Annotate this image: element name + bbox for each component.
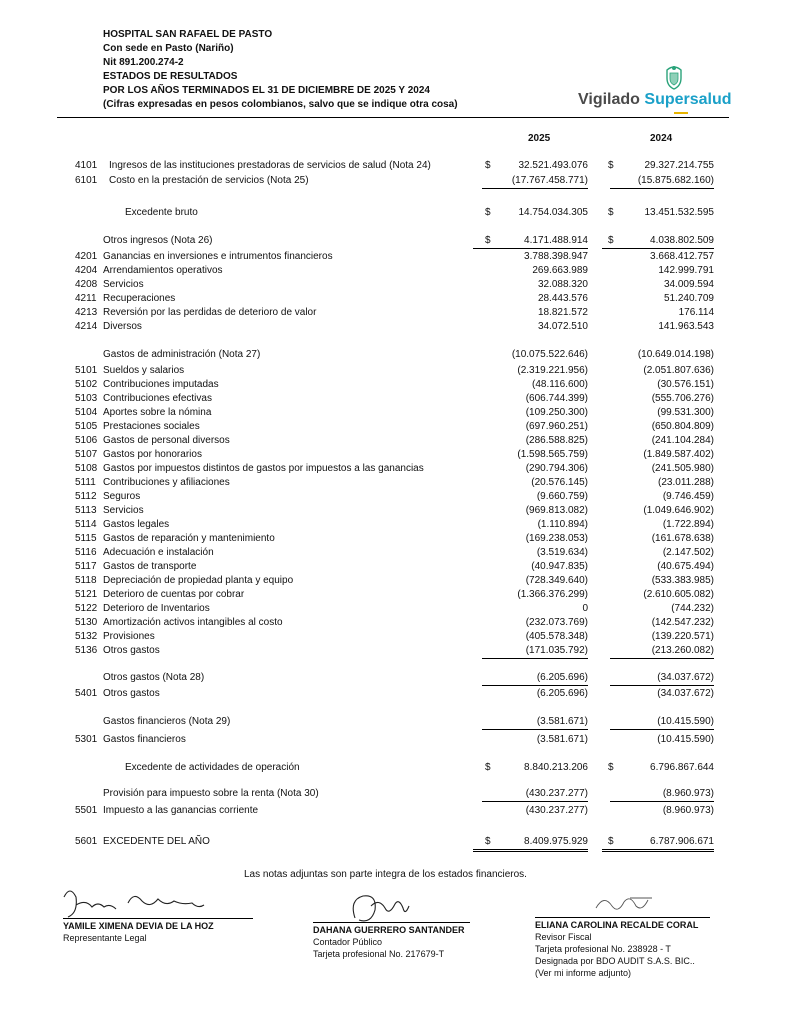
- table-row: [0, 434, 791, 448]
- account-code: 4214: [75, 321, 98, 332]
- table-row: [0, 378, 791, 392]
- entity-seat: Con sede en Pasto (Nariño): [103, 43, 234, 54]
- value-2024: 6.787.906.671: [602, 835, 714, 852]
- table-row: [0, 364, 791, 378]
- account-code: 4101: [75, 160, 98, 171]
- table-row: [0, 264, 791, 278]
- value-2025: (17.767.458.771): [482, 174, 588, 189]
- currency-symbol: $: [485, 762, 491, 773]
- row-label: Adecuación e instalación: [103, 547, 214, 558]
- header-divider: [57, 117, 729, 118]
- footer-note: Las notas adjuntas son parte integra de los estados financieros.: [244, 869, 527, 880]
- value-2024: 142.999.791: [658, 265, 714, 276]
- row-label: Otros gastos: [103, 688, 160, 699]
- account-code: 5118: [75, 575, 97, 586]
- supervision-logo: [578, 90, 732, 110]
- account-code: 5105: [75, 421, 98, 432]
- row-label: Gastos legales: [103, 519, 170, 530]
- value-2025: 0: [582, 603, 588, 614]
- value-2024: (34.037.672): [657, 688, 714, 699]
- table-row: [0, 616, 791, 630]
- account-code: 4201: [75, 251, 98, 262]
- value-2024: (2.610.605.082): [643, 589, 714, 600]
- signatory-3-name: ELIANA CAROLINA RECALDE CORAL: [535, 920, 699, 930]
- account-code: 5401: [75, 688, 98, 699]
- value-2025: 269.663.989: [532, 265, 588, 276]
- account-code: 5115: [75, 533, 97, 544]
- column-2025: 2025: [528, 133, 551, 144]
- table-row: [0, 348, 791, 362]
- row-label: Otros gastos: [103, 645, 160, 656]
- signatory-2-role: Contador Público: [313, 937, 383, 947]
- value-2024: 6.796.867.644: [650, 762, 714, 773]
- account-code: 4213: [75, 307, 98, 318]
- table-row: [0, 159, 791, 173]
- value-2025: (697.960.251): [525, 421, 588, 432]
- currency-symbol: $: [485, 836, 491, 847]
- table-row: [0, 733, 791, 747]
- table-row: [0, 761, 791, 775]
- table-row: [0, 406, 791, 420]
- value-2024: 34.009.594: [663, 279, 714, 290]
- row-label: Otros gastos (Nota 28): [103, 672, 205, 683]
- account-code: 5132: [75, 631, 98, 642]
- value-2024: 29.327.214.755: [644, 160, 714, 171]
- logo-underline: [674, 112, 688, 114]
- row-label: Servicios: [103, 505, 144, 516]
- currency-symbol: $: [608, 207, 614, 218]
- table-row: [0, 588, 791, 602]
- entity-nit: Nit 891.200.274-2: [103, 57, 184, 68]
- value-2025: 8.409.975.929: [473, 835, 588, 852]
- logo-text-supersalud: Supersalud: [644, 91, 732, 108]
- value-2024: (533.383.985): [651, 575, 714, 586]
- value-2025: (2.319.221.956): [517, 365, 588, 376]
- statement-period: POR LOS AÑOS TERMINADOS EL 31 DE DICIEMBRE DE 2025 Y 2024: [103, 85, 430, 96]
- row-label: Provisiones: [103, 631, 155, 642]
- account-code: 5113: [75, 505, 97, 516]
- row-label: Sueldos y salarios: [103, 365, 185, 376]
- table-row: [0, 174, 791, 188]
- value-2025: (6.205.696): [482, 671, 588, 686]
- value-2024: (2.147.502): [662, 547, 714, 558]
- value-2025: (969.813.082): [525, 505, 588, 516]
- currency-symbol: $: [608, 762, 614, 773]
- row-label: Contribuciones efectivas: [103, 393, 212, 404]
- value-2024: 4.038.802.509: [602, 234, 714, 249]
- value-2025: (606.744.399): [525, 393, 588, 404]
- row-label: Gastos por honorarios: [103, 449, 202, 460]
- value-2025: (3.581.671): [536, 734, 588, 745]
- table-row: [0, 687, 791, 701]
- account-code: 5501: [75, 805, 98, 816]
- table-row: [0, 392, 791, 406]
- row-label: Aportes sobre la nómina: [103, 407, 212, 418]
- currency-symbol: $: [608, 836, 614, 847]
- signatory-3-note: (Ver mi informe adjunto): [535, 968, 632, 978]
- value-2025: (171.035.792): [482, 644, 588, 659]
- account-code: 6101: [75, 175, 98, 186]
- value-2025: (20.576.145): [531, 477, 588, 488]
- table-row: [0, 630, 791, 644]
- signature-line-3: [535, 917, 710, 918]
- table-row: [0, 234, 791, 248]
- account-code: 5117: [75, 561, 97, 572]
- account-code: 5122: [75, 603, 98, 614]
- value-2024: (2.051.807.636): [643, 365, 714, 376]
- value-2024: (15.875.682.160): [610, 174, 714, 189]
- row-label: Gastos de reparación y mantenimiento: [103, 533, 275, 544]
- statement-title: ESTADOS DE RESULTADOS: [103, 71, 238, 82]
- signatory-1: [63, 920, 214, 944]
- signature-line-1: [63, 918, 253, 919]
- account-code: 5601: [75, 836, 98, 847]
- value-2025: 8.840.213.206: [524, 762, 588, 773]
- row-label: Excedente de actividades de operación: [125, 762, 300, 773]
- signature-line-2: [313, 922, 470, 923]
- value-2025: 18.821.572: [537, 307, 588, 318]
- account-code: 5102: [75, 379, 98, 390]
- value-2024: (30.576.151): [657, 379, 714, 390]
- table-row: [0, 560, 791, 574]
- row-label: Ingresos de las instituciones prestadoras de servicios de salud (Nota 24): [109, 160, 431, 171]
- value-2025: 34.072.510: [537, 321, 588, 332]
- table-row: [0, 504, 791, 518]
- signatory-3-role: Revisor Fiscal: [535, 932, 592, 942]
- signatory-3-license: Tarjeta profesional No. 238928 - T: [535, 944, 671, 954]
- value-2025: (48.116.600): [532, 379, 588, 390]
- signatory-2: [313, 924, 465, 960]
- value-2025: 28.443.576: [537, 293, 588, 304]
- row-label: Deterioro de cuentas por cobrar: [103, 589, 245, 600]
- value-2024: (23.011.288): [658, 477, 714, 488]
- signatory-3: [535, 919, 698, 979]
- value-2024: 3.668.412.757: [650, 251, 714, 262]
- row-label: Gastos financieros (Nota 29): [103, 716, 231, 727]
- logo-text-vigilado: Vigilado: [578, 91, 645, 108]
- table-row: [0, 250, 791, 264]
- value-2024: (9.746.459): [662, 491, 714, 502]
- row-label: Gastos de personal diversos: [103, 435, 230, 446]
- coat-of-arms-icon: [663, 64, 685, 90]
- value-2025: 14.754.034.305: [518, 207, 588, 218]
- value-2025: (1.110.894): [537, 519, 588, 530]
- table-row: [0, 476, 791, 490]
- table-row: [0, 420, 791, 434]
- currency-symbol: $: [485, 160, 491, 171]
- value-2024: 13.451.532.595: [644, 207, 714, 218]
- value-2025: (1.366.376.299): [517, 589, 588, 600]
- value-2025: (286.588.825): [525, 435, 588, 446]
- value-2024: (40.675.494): [657, 561, 714, 572]
- signature-auditor: [590, 888, 670, 918]
- row-label: Servicios: [103, 279, 144, 290]
- value-2025: (10.075.522.646): [511, 349, 588, 360]
- row-label: Costo en la prestación de servicios (Nota 25): [109, 175, 309, 186]
- row-label: Contribuciones imputadas: [103, 379, 219, 390]
- row-label: Excedente bruto: [125, 207, 198, 218]
- row-label: Ganancias en inversiones e intrumentos financieros: [103, 251, 333, 262]
- table-row: [0, 546, 791, 560]
- table-row: [0, 602, 791, 616]
- account-code: 5112: [75, 491, 97, 502]
- value-2024: (161.678.638): [651, 533, 714, 544]
- value-2025: (40.947.835): [531, 561, 588, 572]
- account-code: 5103: [75, 393, 98, 404]
- value-2024: 141.963.543: [658, 321, 714, 332]
- table-row: [0, 574, 791, 588]
- signatory-1-role: Representante Legal: [63, 933, 147, 943]
- value-2025: (3.581.671): [482, 715, 588, 730]
- table-row: [0, 518, 791, 532]
- signatory-1-name: YAMILE XIMENA DEVIA DE LA HOZ: [63, 921, 214, 931]
- table-row: [0, 804, 791, 818]
- currency-symbol: $: [608, 235, 614, 246]
- table-row: [0, 835, 791, 849]
- account-code: 5101: [75, 365, 98, 376]
- account-code: 5114: [75, 519, 97, 530]
- value-2024: (142.547.232): [651, 617, 714, 628]
- value-2024: (34.037.672): [610, 671, 714, 686]
- table-row: [0, 490, 791, 504]
- table-row: [0, 292, 791, 306]
- table-row: [0, 715, 791, 729]
- account-code: 5111: [75, 477, 96, 488]
- statement-note: (Cifras expresadas en pesos colombianos, salvo que se indique otra cosa): [103, 99, 458, 110]
- value-2024: (8.960.973): [610, 787, 714, 802]
- row-label: Diversos: [103, 321, 142, 332]
- signatory-2-license: Tarjeta profesional No. 217679-T: [313, 949, 445, 959]
- currency-symbol: $: [485, 235, 491, 246]
- account-code: 5106: [75, 435, 98, 446]
- account-code: 5301: [75, 734, 98, 745]
- account-code: 5104: [75, 407, 98, 418]
- value-2024: (139.220.571): [651, 631, 714, 642]
- row-label: Otros ingresos (Nota 26): [103, 235, 213, 246]
- value-2025: 32.521.493.076: [518, 160, 588, 171]
- table-row: [0, 448, 791, 462]
- value-2024: (650.804.809): [651, 421, 714, 432]
- value-2024: (241.505.980): [651, 463, 714, 474]
- value-2024: 51.240.709: [663, 293, 714, 304]
- value-2025: (232.073.769): [525, 617, 588, 628]
- value-2024: 176.114: [678, 307, 714, 318]
- account-code: 4204: [75, 265, 98, 276]
- table-row: [0, 306, 791, 320]
- row-label: Seguros: [103, 491, 141, 502]
- value-2025: (109.250.300): [525, 407, 588, 418]
- value-2025: 32.088.320: [537, 279, 588, 290]
- currency-symbol: $: [485, 207, 491, 218]
- value-2024: (1.849.587.402): [643, 449, 714, 460]
- row-label: Gastos de administración (Nota 27): [103, 349, 261, 360]
- account-code: 4211: [75, 293, 97, 304]
- table-row: [0, 278, 791, 292]
- value-2025: (430.237.277): [525, 805, 588, 816]
- table-row: [0, 671, 791, 685]
- value-2025: (169.238.053): [525, 533, 588, 544]
- row-label: Arrendamientos operativos: [103, 265, 223, 276]
- value-2024: (1.049.646.902): [643, 505, 714, 516]
- account-code: 4208: [75, 279, 98, 290]
- table-row: [0, 787, 791, 801]
- value-2025: (3.519.634): [536, 547, 588, 558]
- value-2024: (8.960.973): [662, 805, 714, 816]
- row-label: Prestaciones sociales: [103, 421, 200, 432]
- row-label: Amortización activos intangibles al costo: [103, 617, 283, 628]
- value-2025: (9.660.759): [536, 491, 588, 502]
- value-2025: (430.237.277): [482, 787, 588, 802]
- value-2024: (1.722.894): [662, 519, 714, 530]
- value-2024: (241.104.284): [651, 435, 714, 446]
- entity-name: HOSPITAL SAN RAFAEL DE PASTO: [103, 29, 273, 40]
- account-code: 5116: [75, 547, 97, 558]
- account-code: 5136: [75, 645, 98, 656]
- value-2025: (6.205.696): [536, 688, 588, 699]
- value-2024: (10.415.590): [610, 715, 714, 730]
- signature-legal-rep: [58, 883, 218, 923]
- value-2025: (1.598.565.759): [517, 449, 588, 460]
- account-code: 5130: [75, 617, 98, 628]
- account-code: 5108: [75, 463, 98, 474]
- row-label: Impuesto a las ganancias corriente: [103, 805, 259, 816]
- signatory-3-firm: Designada por BDO AUDIT S.A.S. BIC..: [535, 956, 695, 966]
- account-code: 5107: [75, 449, 98, 460]
- row-label: Provisión para impuesto sobre la renta (Nota 30): [103, 788, 319, 799]
- column-2024: 2024: [650, 133, 673, 144]
- row-label: Gastos por impuestos distintos de gastos por impuestos a las ganancias: [103, 463, 424, 474]
- table-row: [0, 532, 791, 546]
- value-2025: (290.794.306): [525, 463, 588, 474]
- row-label: Gastos financieros: [103, 734, 186, 745]
- value-2024: (744.232): [671, 603, 714, 614]
- table-row: [0, 206, 791, 220]
- value-2024: (10.649.014.198): [637, 349, 714, 360]
- row-label: Contribuciones y afiliaciones: [103, 477, 230, 488]
- value-2024: (10.415.590): [657, 734, 714, 745]
- row-label: Gastos de transporte: [103, 561, 197, 572]
- row-label: Deterioro de Inventarios: [103, 603, 210, 614]
- table-row: [0, 320, 791, 334]
- row-label: Recuperaciones: [103, 293, 176, 304]
- account-code: 5121: [75, 589, 98, 600]
- value-2024: (99.531.300): [657, 407, 714, 418]
- signatory-2-name: DAHANA GUERRERO SANTANDER: [313, 925, 465, 935]
- currency-symbol: $: [608, 160, 614, 171]
- value-2024: (555.706.276): [651, 393, 714, 404]
- row-label: Depreciación de propiedad planta y equipo: [103, 575, 294, 586]
- table-row: [0, 644, 791, 658]
- value-2025: (728.349.640): [525, 575, 588, 586]
- row-label: EXCEDENTE DEL AÑO: [103, 836, 210, 847]
- value-2025: 4.171.488.914: [473, 234, 588, 249]
- table-row: [0, 462, 791, 476]
- value-2025: (405.578.348): [525, 631, 588, 642]
- value-2025: 3.788.398.947: [524, 251, 588, 262]
- value-2024: (213.260.082): [610, 644, 714, 659]
- row-label: Reversión por las perdidas de deterioro de valor: [103, 307, 317, 318]
